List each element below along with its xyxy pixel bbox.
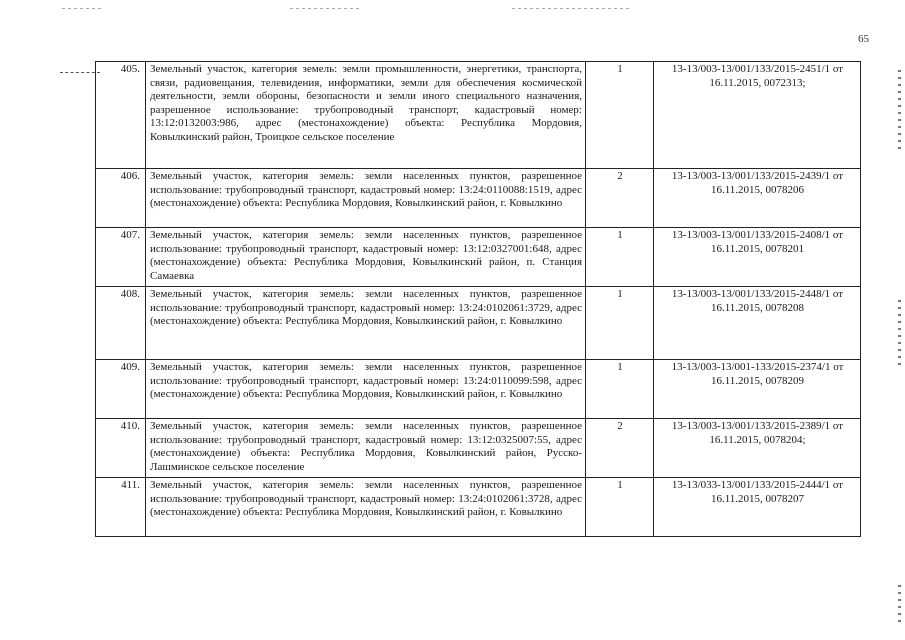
row-number: 411. bbox=[96, 478, 146, 537]
row-quantity: 1 bbox=[586, 287, 654, 360]
row-description: Земельный участок, категория земель: земли населенных пунктов, разрешенное использование: трубопроводный транспорт, кадастровый номер: 13:12:0327001:648, адрес (местонахождение) объекта: Республика Мордовия, Ковылкинский район, п. Станция Самаевка bbox=[146, 228, 586, 287]
row-number: 410. bbox=[96, 419, 146, 478]
row-quantity: 1 bbox=[586, 62, 654, 169]
scan-artifact-top-left bbox=[62, 8, 102, 9]
row-description: Земельный участок, категория земель: земли населенных пунктов, разрешенное использование: трубопроводный транспорт, кадастровый номер: 13:24:0110088:1519, адрес (местонахождение) объекта: Республика Мордовия, Ковылкинский район, г. Ковылкино bbox=[146, 169, 586, 228]
scan-artifact-right-edge-1 bbox=[898, 70, 901, 150]
scan-artifact-right-edge-3 bbox=[898, 585, 901, 625]
row-quantity: 1 bbox=[586, 228, 654, 287]
row-registration: 13-13/003-13/001/133/2015-2408/1 от 16.11.2015, 0078201 bbox=[654, 228, 861, 287]
row-quantity: 1 bbox=[586, 360, 654, 419]
row-registration: 13-13/003-13/001/133/2015-2389/1 от 16.11.2015, 0078204; bbox=[654, 419, 861, 478]
row-number: 406. bbox=[96, 169, 146, 228]
row-description: Земельный участок, категория земель: земли населенных пунктов, разрешенное использование: трубопроводный транспорт, кадастровый номер: 13:24:0102061:3729, адрес (местонахождение) объекта: Республика Мордовия, Ковылкинский район, г. Ковылкино bbox=[146, 287, 586, 360]
row-registration: 13-13/003-13/001/133/2015-2451/1 от 16.11.2015, 0072313; bbox=[654, 62, 861, 169]
row-registration: 13-13/003-13/001-133/2015-2374/1 от 16.11.2015, 0078209 bbox=[654, 360, 861, 419]
table-row bbox=[96, 360, 861, 419]
row-description: Земельный участок, категория земель: земли населенных пунктов, разрешенное использование: трубопроводный транспорт, кадастровый номер: 13:12:0325007:55, адрес (местонахождение) объекта: Республика Мордовия, Ковылкинский район, Русско-Лашминское сельское поселение bbox=[146, 419, 586, 478]
row-registration: 13-13/003-13/001/133/2015-2439/1 от 16.11.2015, 0078206 bbox=[654, 169, 861, 228]
row-quantity: 2 bbox=[586, 419, 654, 478]
margin-dash bbox=[60, 72, 100, 73]
table-row bbox=[96, 228, 861, 287]
row-quantity: 2 bbox=[586, 169, 654, 228]
table-row bbox=[96, 419, 861, 478]
scan-artifact-top-right bbox=[512, 8, 632, 9]
table-row bbox=[96, 478, 861, 537]
row-description: Земельный участок, категория земель: земли населенных пунктов, разрешенное использование: трубопроводный транспорт, кадастровый номер: 13:24:0102061:3728, адрес (местонахождение) объекта: Республика Мордовия, Ковылкинский район, г. Ковылкино bbox=[146, 478, 586, 537]
land-plot-register-table bbox=[95, 61, 861, 537]
table-row bbox=[96, 287, 861, 360]
row-description: Земельный участок, категория земель: земли населенных пунктов, разрешенное использование: трубопроводный транспорт, кадастровый номер: 13:24:0110099:598, адрес (местонахождение) объекта: Республика Мордовия, Ковылкинский район, г. Ковылкино bbox=[146, 360, 586, 419]
page-number: 65 bbox=[858, 33, 869, 45]
row-quantity: 1 bbox=[586, 478, 654, 537]
row-number: 407. bbox=[96, 228, 146, 287]
table-row bbox=[96, 62, 861, 169]
row-number: 405. bbox=[96, 62, 146, 169]
scan-artifact-right-edge-2 bbox=[898, 300, 901, 370]
row-number: 408. bbox=[96, 287, 146, 360]
row-description: Земельный участок, категория земель: земли промышленности, энергетики, транспорта, связи, радиовещания, телевидения, информатики, земли для обеспечения космической деятельности, земли обороны, безопасности и земли иного специального назначения, разрешенное использование: трубопроводный транспорт, кадастровый номер: 13:12:0132003:986, адрес (местонахождение) объекта: Республика Мордовия, Ковылкинский район, Троицкое сельское поселение bbox=[146, 62, 586, 169]
scan-artifact-top-center bbox=[290, 8, 360, 9]
row-registration: 13-13/033-13/001/133/2015-2444/1 от 16.11.2015, 0078207 bbox=[654, 478, 861, 537]
row-registration: 13-13/003-13/001/133/2015-2448/1 от 16.11.2015, 0078208 bbox=[654, 287, 861, 360]
row-number: 409. bbox=[96, 360, 146, 419]
table-row bbox=[96, 169, 861, 228]
